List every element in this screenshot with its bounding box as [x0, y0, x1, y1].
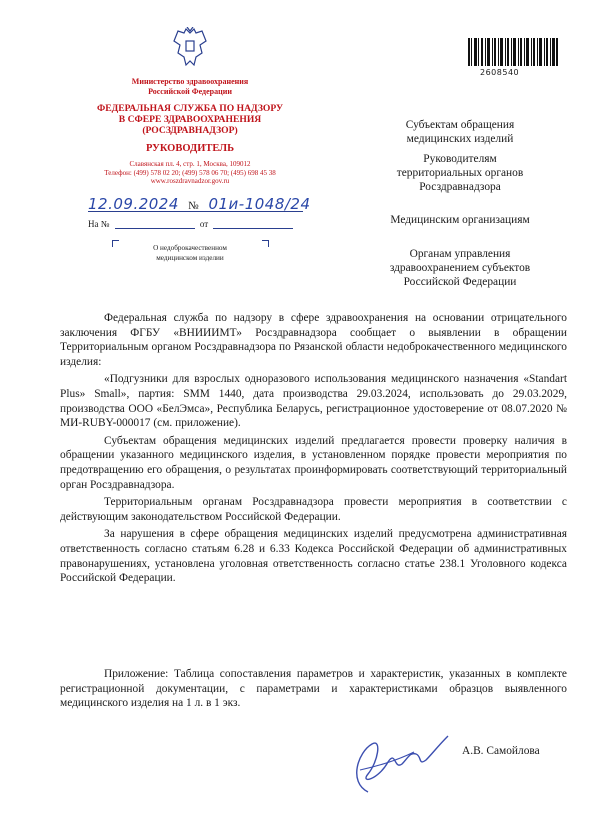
- reference-line: [88, 219, 296, 229]
- registration-number: 01и-1048/24: [208, 195, 311, 213]
- service-name: ФЕДЕРАЛЬНАЯ СЛУЖБА ПО НАДЗОРУ В СФЕРЕ ЗДРАВООХРАНЕНИЯ (РОСЗДРАВНАДЗОР): [96, 103, 284, 136]
- letter-body: [60, 311, 567, 589]
- address-block: Славянская пл. 4, стр. 1, Москва, 109012 Телефон: (499) 578 02 20; (499) 578 06 70; (495) 698 45 38 www.roszdravnadzor.gov.ru: [104, 160, 276, 186]
- body-paragraph: За нарушения в сфере обращения медицинских изделий предусмотрена административная ответственность согласно статьям 6.28 и 6.33 Кодекса Российской Федерации об административных правонарушениях, установлена уголовная ответственность согласно статье 238.1 Уголовного кодекса Российской Федерации.: [60, 528, 567, 585]
- coat-of-arms-icon: [172, 27, 208, 67]
- ref-date-blank: [213, 228, 293, 229]
- ref-number-blank: [115, 228, 195, 229]
- subject-corner-left: [112, 240, 119, 247]
- ref-from-label: от: [199, 219, 209, 229]
- subject-line: О недоброкачественном медицинском изделии: [153, 244, 227, 262]
- body-paragraph: «Подгузники для взрослых одноразового использования медицинского назначения «Standart Plus» Small», партия: SMM 1440, дата производства 29.03.2024, использовать до 29.03.2029, производства ООО «БелЭмса», Республика Беларусь, регистрационное удостоверение от 08.07.2020 № МИ-RUBY-000017 (см. приложение).: [60, 373, 567, 430]
- ref-label: На №: [88, 219, 110, 229]
- registration-date: 12.09.2024: [88, 195, 179, 213]
- body-paragraph: Федеральная служба по надзору в сфере здравоохранения на основании отрицательного заключения ФГБУ «ВНИИИМТ» Росздравнадзора сообщает о выявлении в обращении Территориальным органом Росздравнадзора по Рязанской области недоброкачественного медицинского изделия:: [60, 312, 567, 368]
- subject-corner-right: [262, 240, 269, 247]
- body-paragraph: Территориальным органам Росздравнадзора провести мероприятия в соответствии с действующим законодательством Российской Федерации.: [60, 496, 567, 523]
- registration-underline: [88, 211, 303, 212]
- signer-name: А.В. Самойлова: [462, 745, 540, 757]
- signature-icon: [338, 722, 458, 802]
- ministry-name: Министерство здравоохранения Российской Федерации: [131, 77, 249, 96]
- body-paragraph: Субъектам обращения медицинских изделий предлагается провести проверку наличия в обращении указанного медицинского изделия, в установленном порядке провести мероприятия по предотвращению его обращения, о результатах проинформировать соответствующий территориальный орган Росздравнадзора.: [60, 434, 567, 491]
- head-title: РУКОВОДИТЕЛЬ: [145, 143, 235, 154]
- barcode-number: 2608540: [480, 68, 520, 77]
- registration-number-prefix: №: [188, 200, 200, 212]
- recipient-4: Органам управления здравоохранением субъектов Российской Федерации: [389, 248, 531, 288]
- barcode-icon: [468, 38, 558, 66]
- attachment-note: Приложение: Таблица сопоставления параметров и характеристик, указанных в комплекте регистрационной документации, с параметрами и характеристиками образцов выявленного медицинского изделия на 1 л. в 1 экз.: [60, 668, 567, 710]
- recipient-3: Медицинским организациям: [390, 214, 530, 226]
- recipient-2: Руководителям территориальных органов Росздравнадзора: [396, 153, 524, 193]
- recipient-1: Субъектам обращения медицинских изделий: [405, 119, 515, 145]
